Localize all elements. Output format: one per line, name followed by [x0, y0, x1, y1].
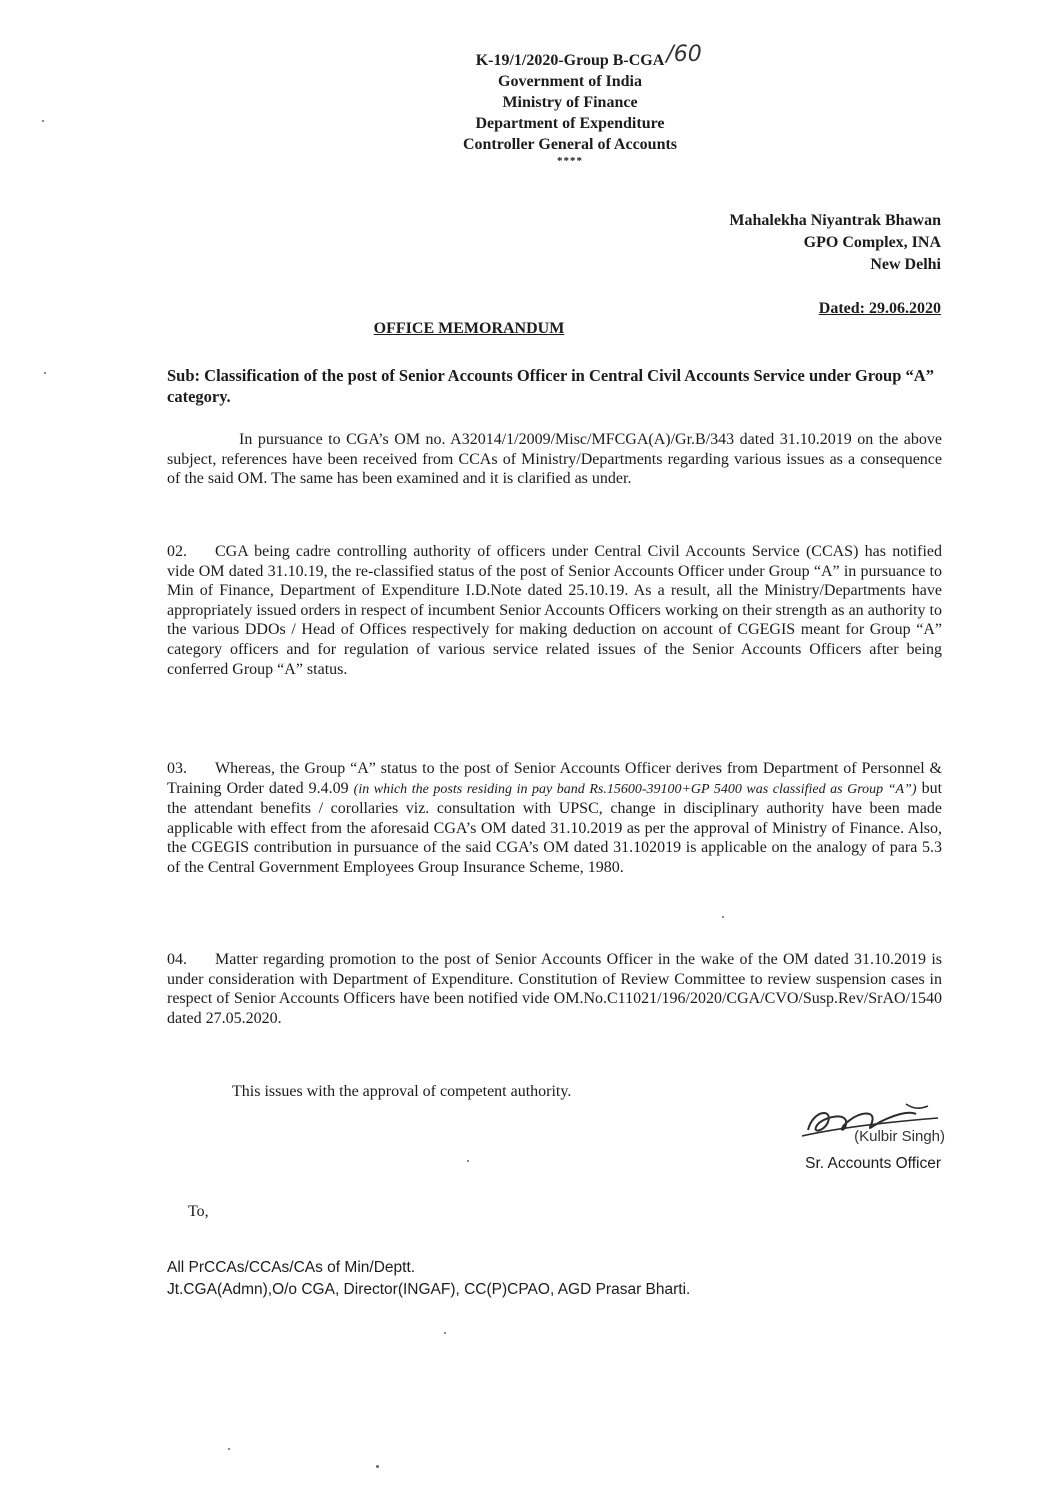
- address-line-3: New Delhi: [870, 256, 941, 273]
- office-address: [729, 210, 941, 276]
- address-line-2: GPO Complex, INA: [803, 234, 941, 251]
- addressee-label: To,: [188, 1203, 209, 1220]
- address-line-1: Mahalekha Niyantrak Bhawan: [729, 212, 941, 229]
- paragraph-2-text: CGA being cadre controlling authority of officers under Central Civil Accounts Service (CCAS) has notified vide OM dated 31.10.19, the re-classified status of the post of Senior Accounts Officer under Group “A” in pursuance to Min of Finance, Department of Expenditure I.D.Note dated 25.10.19. As a result, all the Ministry/Departments have appropriately issued orders in respect of incumbent Senior Accounts Officers working on their strength as an authority to the various DDOs / Head of Offices respectively for making deduction on account of CGEGIS meant for Group “A” category officers and for regulation of various service related issues of the Senior Accounts Officers after being conferred Group “A” status.: [167, 543, 942, 678]
- recipient-line-2: Jt.CGA(Admn),O/o CGA, Director(INGAF), CC(P)CPAO, AGD Prasar Bharti.: [167, 1281, 691, 1298]
- paragraph-3-text-a: Whereas, the Group “A” status to the post of Senior Accounts Officer derives from Department of Personnel & Training Order dated 9.4.09: [167, 760, 942, 797]
- scan-speck: [444, 1332, 446, 1334]
- scan-speck: [228, 1448, 230, 1450]
- department-name: Department of Expenditure: [475, 115, 665, 132]
- paragraph-1: In pursuance to CGA’s OM no. A32014/1/2009/Misc/MFCGA(A)/Gr.B/343 dated 31.10.2019 on the above subject, references have been received from CCAs of Ministry/Departments regarding various issues as a consequence of the said OM. The same has been examined and it is clarified as under.: [167, 431, 942, 488]
- recipient-line-1: All PrCCAs/CCAs/CAs of Min/Deptt.: [167, 1259, 416, 1276]
- memo-subject: Sub: Classification of the post of Senior Accounts Officer in Central Civil Accounts Service under Group “A” category.: [167, 366, 934, 406]
- separator-stars: ****: [557, 155, 583, 167]
- file-reference-handwritten: /60: [666, 42, 702, 67]
- paragraph-4-number: 04.: [167, 951, 187, 968]
- scan-speck: [722, 916, 724, 918]
- paragraph-4-text: Matter regarding promotion to the post of Senior Accounts Officer in the wake of the OM dated 31.10.2019 is under consideration with Department of Expenditure. Constitution of Review Committee to review suspension cases in respect of Senior Accounts Officers have been notified vide OM.No.C11021/196/2020/CGA/CVO/Susp.Rev/SrAO/1540 dated 27.05.2020.: [167, 951, 942, 1027]
- paragraph-2-number: 02.: [167, 543, 187, 560]
- scan-speck: [467, 1160, 469, 1162]
- paragraph-4: [167, 950, 942, 1028]
- approval-statement: This issues with the approval of competent authority.: [232, 1083, 572, 1100]
- paragraph-3-number: 03.: [167, 760, 187, 777]
- government-name: Government of India: [498, 73, 642, 90]
- paragraph-3: [167, 759, 942, 878]
- paragraph-2: [167, 542, 942, 679]
- memo-title-text: OFFICE MEMORANDUM: [373, 320, 565, 337]
- paragraph-3-italic-note: (in which the posts residing in pay band Rs.15600-39100+GP 5400 was classified as Group “A”): [353, 781, 917, 797]
- scan-speck: [376, 1465, 379, 1468]
- ministry-name: Ministry of Finance: [502, 94, 638, 111]
- paragraph-3-text-b: but the attendant benefits / corollaries viz. consultation with UPSC, change in disciplinary authority have been made applicable with effect from the aforesaid CGA’s OM dated 31.10.2019 as per the approval of Ministry of Finance. Also, the CGEGIS contribution in pursuance of the said CGA’s OM dated 31.102019 is applicable on the analogy of para 5.3 of the Central Government Employees Group Insurance Scheme, 1980.: [167, 779, 943, 876]
- signatory-name: (Kulbir Singh): [854, 1128, 945, 1145]
- signatory-designation: Sr. Accounts Officer: [805, 1155, 941, 1172]
- memo-date: Dated: 29.06.2020: [818, 300, 941, 317]
- file-reference: [475, 42, 702, 71]
- scan-speck: [44, 372, 46, 374]
- recipient-list: [167, 1257, 690, 1301]
- scan-speck: [42, 120, 44, 122]
- memo-title: [0, 320, 1058, 338]
- file-reference-number: K-19/1/2020-Group B-CGA: [475, 52, 665, 69]
- office-name: Controller General of Accounts: [462, 136, 678, 153]
- letterhead: [380, 42, 760, 167]
